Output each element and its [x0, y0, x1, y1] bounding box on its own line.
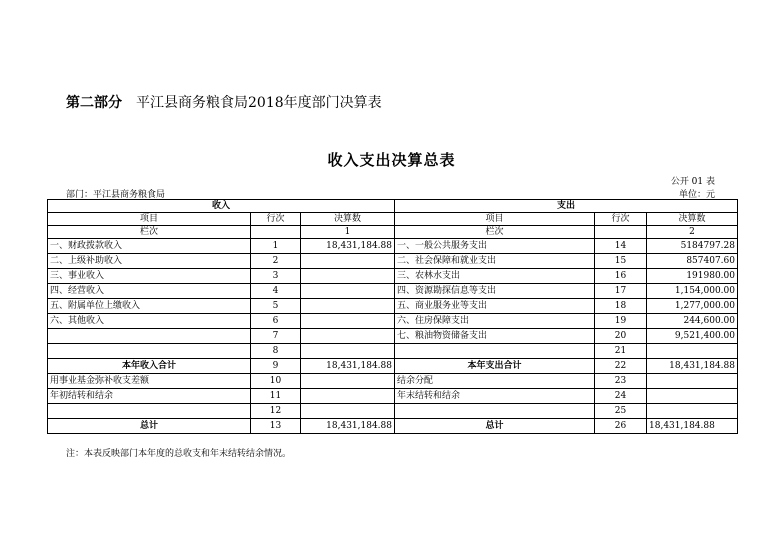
- income-amount: [301, 389, 395, 404]
- expense-amount: [647, 344, 738, 359]
- expense-row-number: 23: [595, 374, 647, 389]
- expense-subtotal-label: 本年支出合计: [395, 359, 595, 374]
- income-total-label: 总计: [48, 419, 251, 434]
- expense-col-number: 2: [647, 226, 738, 239]
- section-part-label: 第二部分: [66, 95, 122, 111]
- income-col-number: 1: [301, 226, 395, 239]
- expense-row-number: 25: [595, 404, 647, 419]
- expense-amount: 857407.60: [647, 254, 738, 269]
- expense-amount: 5184797.28: [647, 239, 738, 254]
- income-row-number: 7: [251, 329, 301, 344]
- expense-row-number: 14: [595, 239, 647, 254]
- income-item: [48, 329, 251, 344]
- expense-item: 七、粮油物资储备支出: [395, 329, 595, 344]
- expense-item: 三、农林水支出: [395, 269, 595, 284]
- expense-item: 四、资源勘探信息等支出: [395, 284, 595, 299]
- expense-subtotal-amount: 18,431,184.88: [647, 359, 738, 374]
- income-amount: [301, 284, 395, 299]
- expense-seq-col: 行次: [595, 213, 647, 226]
- table-row: [48, 404, 738, 419]
- empty-cell: [251, 226, 301, 239]
- income-amount: [301, 269, 395, 284]
- expense-item: [395, 344, 595, 359]
- income-amount: [301, 314, 395, 329]
- income-item: 六、其他收入: [48, 314, 251, 329]
- income-item: 四、经营收入: [48, 284, 251, 299]
- expense-item: 二、社会保障和就业支出: [395, 254, 595, 269]
- public-table-number: 公开 01 表: [670, 177, 715, 187]
- income-subtotal-label: 本年收入合计: [48, 359, 251, 374]
- expense-row-number: 15: [595, 254, 647, 269]
- expense-amount: 9,521,400.00: [647, 329, 738, 344]
- unit-label: 单位：元: [678, 190, 715, 200]
- expense-item-col: 项目: [395, 213, 595, 226]
- table-row: [48, 254, 738, 269]
- section-title: 平江县商务粮食局2018年度部门决算表: [136, 95, 382, 111]
- expense-amount: [647, 374, 738, 389]
- expense-item: 结余分配: [395, 374, 595, 389]
- lanci-row: [48, 226, 738, 239]
- income-subtotal-amount: 18,431,184.88: [301, 359, 395, 374]
- table-note: 注：本表反映部门本年度的总收支和年末结转结余情况。: [66, 449, 292, 459]
- income-row-number: 13: [251, 419, 301, 434]
- income-row-number: 8: [251, 344, 301, 359]
- income-row-number: 4: [251, 284, 301, 299]
- expense-row-number: 26: [595, 419, 647, 434]
- table-row: [48, 299, 738, 314]
- income-amount: [301, 254, 395, 269]
- income-item: 五、附属单位上缴收入: [48, 299, 251, 314]
- income-item: 一、财政拨款收入: [48, 239, 251, 254]
- expense-row-number: 17: [595, 284, 647, 299]
- income-row-number: 9: [251, 359, 301, 374]
- expense-amount: 1,154,000.00: [647, 284, 738, 299]
- department-label: 部门：平江县商务粮食局: [66, 190, 166, 200]
- total-row: [48, 419, 738, 434]
- income-amount: [301, 374, 395, 389]
- income-row-number: 3: [251, 269, 301, 284]
- table-row: [48, 269, 738, 284]
- expense-amount-col: 决算数: [647, 213, 738, 226]
- column-header-row: [48, 213, 738, 226]
- income-row-number: 2: [251, 254, 301, 269]
- expense-row-number: 24: [595, 389, 647, 404]
- income-item: 三、事业收入: [48, 269, 251, 284]
- expense-item: 六、住房保障支出: [395, 314, 595, 329]
- income-lanci-label: 栏次: [48, 226, 251, 239]
- income-item-col: 项目: [48, 213, 251, 226]
- expense-row-number: 20: [595, 329, 647, 344]
- table-row: [48, 389, 738, 404]
- table-row: [48, 239, 738, 254]
- income-row-number: 10: [251, 374, 301, 389]
- income-seq-col: 行次: [251, 213, 301, 226]
- income-item: [48, 344, 251, 359]
- income-total-amount: 18,431,184.88: [301, 419, 395, 434]
- expense-row-number: 21: [595, 344, 647, 359]
- income-item: 二、上级补助收入: [48, 254, 251, 269]
- income-row-number: 5: [251, 299, 301, 314]
- table-header-row: [48, 200, 738, 213]
- section-heading: [66, 92, 382, 112]
- expense-amount: [647, 404, 738, 419]
- income-row-number: 12: [251, 404, 301, 419]
- expense-lanci-label: 栏次: [395, 226, 595, 239]
- income-amount: [301, 344, 395, 359]
- expense-amount: [647, 389, 738, 404]
- income-header: 收入: [48, 200, 395, 213]
- expense-item: [395, 404, 595, 419]
- income-row-number: 1: [251, 239, 301, 254]
- expense-total-amount: 18,431,184.88: [647, 419, 738, 434]
- income-item: [48, 404, 251, 419]
- table-row: [48, 344, 738, 359]
- income-expense-table: [47, 199, 738, 434]
- expense-row-number: 19: [595, 314, 647, 329]
- expense-row-number: 22: [595, 359, 647, 374]
- income-row-number: 6: [251, 314, 301, 329]
- income-row-number: 11: [251, 389, 301, 404]
- income-amount: 18,431,184.88: [301, 239, 395, 254]
- table-row: [48, 284, 738, 299]
- table-title: 收入支出决算总表: [327, 151, 456, 169]
- expense-amount: 244,600.00: [647, 314, 738, 329]
- table-row: [48, 329, 738, 344]
- table-row: [48, 374, 738, 389]
- empty-cell: [595, 226, 647, 239]
- expense-header: 支出: [395, 200, 738, 213]
- subtotal-row: [48, 359, 738, 374]
- expense-item: 一、一般公共服务支出: [395, 239, 595, 254]
- expense-amount: 191980.00: [647, 269, 738, 284]
- expense-item: 年末结转和结余: [395, 389, 595, 404]
- income-amount: [301, 404, 395, 419]
- table-row: [48, 314, 738, 329]
- expense-item: 五、商业服务业等支出: [395, 299, 595, 314]
- income-item: 年初结转和结余: [48, 389, 251, 404]
- expense-row-number: 16: [595, 269, 647, 284]
- expense-row-number: 18: [595, 299, 647, 314]
- income-amount-col: 决算数: [301, 213, 395, 226]
- income-amount: [301, 299, 395, 314]
- expense-amount: 1,277,000.00: [647, 299, 738, 314]
- income-amount: [301, 329, 395, 344]
- expense-total-label: 总计: [395, 419, 595, 434]
- income-item: 用事业基金弥补收支差额: [48, 374, 251, 389]
